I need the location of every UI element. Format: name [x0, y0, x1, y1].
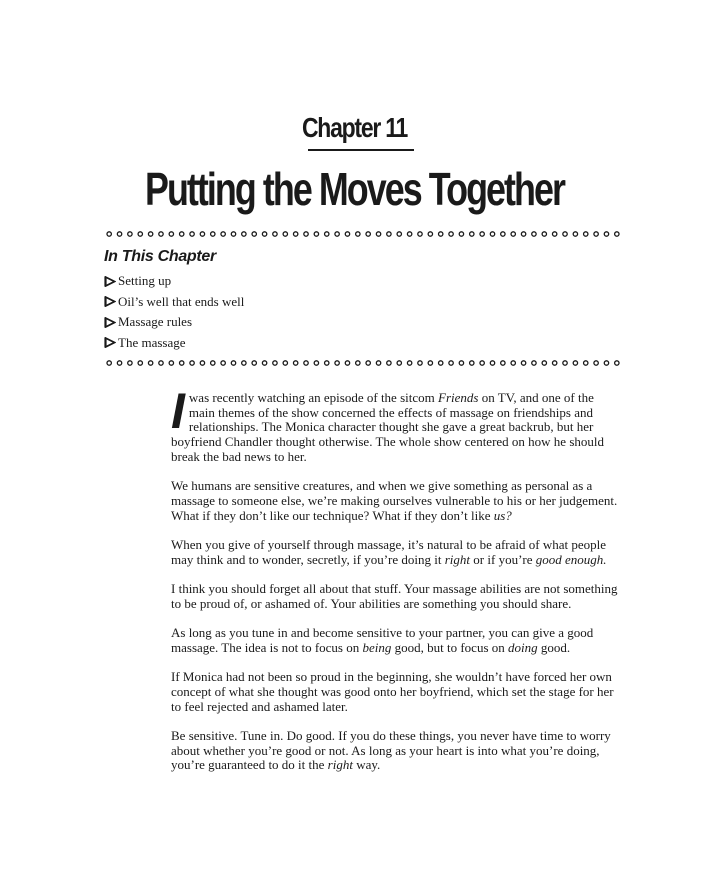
divider-dot [397, 232, 401, 236]
italic-text: right [327, 757, 353, 773]
divider-dot [231, 232, 235, 236]
divider-dot [594, 361, 598, 365]
italic-text: right [444, 551, 471, 567]
dotted-divider-top [104, 231, 622, 237]
chapter-topic-item [104, 292, 244, 313]
divider-dot [128, 232, 132, 236]
paragraph-text: way. [352, 757, 381, 773]
divider-dot [615, 232, 619, 236]
paragraph [171, 729, 621, 773]
arrow-bullet-icon [104, 317, 116, 328]
paragraph-text: was recently watching an episode of the sitcom [188, 390, 438, 405]
divider-dot [480, 232, 484, 236]
paragraph [171, 479, 621, 523]
divider-dot [335, 361, 339, 365]
paragraph-text: As long as you tune in and become sensitive to your partner, you can give a good massage. The idea is not to focus on [171, 625, 594, 655]
chapter-topic-label: Massage rules [118, 314, 193, 329]
divider-dot [376, 361, 380, 365]
divider-dot [304, 361, 308, 365]
divider-dot [573, 232, 577, 236]
divider-dot [231, 361, 235, 365]
paragraph-text: Be sensitive. Tune in. Do good. If you do these things, you never have time to worry about whether you’re good or not. As long as your heart is into what you’re doing, you’re guaranteed to do it the [171, 728, 611, 773]
divider-dot [211, 232, 215, 236]
italic-text: Friends [438, 390, 479, 405]
divider-dot [521, 232, 525, 236]
divider-dot [459, 361, 463, 365]
divider-dot [552, 232, 556, 236]
divider-dot [615, 361, 619, 365]
paragraph-text: good, but to focus on [391, 639, 509, 655]
divider-dot [449, 361, 453, 365]
in-this-chapter-heading: In This Chapter [104, 248, 216, 265]
divider-dot [242, 361, 246, 365]
divider-dot [252, 361, 256, 365]
divider-dot [584, 361, 588, 365]
divider-dot [366, 361, 370, 365]
divider-dot [252, 232, 256, 236]
divider-dot [169, 232, 173, 236]
divider-dot [397, 361, 401, 365]
divider-dot [584, 232, 588, 236]
divider-dot [563, 232, 567, 236]
divider-dot [490, 232, 494, 236]
divider-dot [138, 361, 142, 365]
paragraph-text: When you give of yourself through massage, it’s natural to be afraid of what people may think and to wonder, secretly, if you’re doing it [171, 537, 607, 567]
divider-dot [242, 232, 246, 236]
divider-dot [521, 361, 525, 365]
divider-dot [148, 361, 152, 365]
divider-dot [449, 232, 453, 236]
arrow-bullet-icon [104, 296, 116, 307]
divider-dot [107, 232, 111, 236]
divider-dot [563, 361, 567, 365]
paragraph-text: We humans are sensitive creatures, and when we give something as personal as a massage to someone else, we’re making ourselves vulnerable to his or her judgement. What if they don’t like our technique? What if they don’t like [171, 478, 618, 523]
divider-dot [293, 361, 297, 365]
divider-dot [262, 361, 266, 365]
paragraph: If Monica had not been so proud in the beginning, she wouldn’t have forced her own concept of what she thought was good onto her boyfriend, which set the stage for her to feel rejected and ashamed later. [171, 669, 614, 714]
divider-dot [366, 232, 370, 236]
divider-dot [345, 232, 349, 236]
in-this-chapter-box [104, 248, 244, 353]
divider-dot [314, 361, 318, 365]
divider-dot [459, 232, 463, 236]
divider-dot [221, 232, 225, 236]
chapter-label: Chapter 11 [301, 112, 408, 143]
divider-dot [480, 361, 484, 365]
divider-dot [511, 232, 515, 236]
divider-dot [283, 232, 287, 236]
divider-dot [180, 232, 184, 236]
divider-dot [418, 232, 422, 236]
divider-dot [128, 361, 132, 365]
divider-dot [418, 361, 422, 365]
divider-dot [376, 232, 380, 236]
divider-dot [532, 361, 536, 365]
divider-dot [314, 232, 318, 236]
divider-dot [200, 232, 204, 236]
paragraph [171, 383, 621, 465]
chapter-underline [308, 149, 414, 151]
divider-dot [325, 232, 329, 236]
divider-dot [542, 361, 546, 365]
divider-dot [159, 361, 163, 365]
divider-dot [159, 232, 163, 236]
chapter-topic-label: Setting up [118, 273, 172, 288]
divider-dot [542, 232, 546, 236]
divider-dot [190, 361, 194, 365]
divider-dot [428, 232, 432, 236]
divider-dot [169, 361, 173, 365]
chapter-body [171, 383, 621, 788]
divider-dot [221, 361, 225, 365]
chapter-topic-item [104, 312, 244, 333]
divider-dot [283, 361, 287, 365]
paragraph [171, 538, 621, 567]
divider-dot [117, 232, 121, 236]
paragraph [171, 626, 621, 655]
divider-dot [200, 361, 204, 365]
divider-dot [428, 361, 432, 365]
divider-dot [387, 361, 391, 365]
italic-text: being [362, 639, 392, 655]
divider-dot [407, 361, 411, 365]
divider-dot [211, 361, 215, 365]
divider-dot [190, 232, 194, 236]
divider-dot [594, 232, 598, 236]
divider-dot [470, 232, 474, 236]
divider-dot [180, 361, 184, 365]
divider-dot [345, 361, 349, 365]
divider-dot [573, 361, 577, 365]
divider-dot [407, 232, 411, 236]
divider-dot [532, 232, 536, 236]
divider-dot [325, 361, 329, 365]
divider-dot [107, 361, 111, 365]
divider-dot [604, 232, 608, 236]
divider-dot [138, 232, 142, 236]
divider-dot [335, 232, 339, 236]
divider-dot [356, 232, 360, 236]
arrow-bullet-icon [104, 276, 116, 287]
paragraph-text: or if you’re [470, 551, 536, 567]
italic-text: good enough. [535, 551, 607, 567]
divider-dot [356, 361, 360, 365]
divider-dot [501, 361, 505, 365]
italic-text: us? [493, 507, 512, 523]
chapter-topic-item [104, 271, 244, 292]
divider-dot [439, 232, 443, 236]
chapter-title: Putting the Moves Together [144, 163, 565, 215]
chapter-topic-item [104, 333, 244, 354]
divider-dot [293, 232, 297, 236]
divider-dot [511, 361, 515, 365]
divider-dot [117, 361, 121, 365]
drop-cap: I [171, 383, 185, 439]
paragraph-text: on TV, and one of the main themes of the show concerned the effects of massage on friendships and relationships. The Monica character thought she gave a great backrub, but her boyfriend Chandler thought otherwise. The whole show centered on how he should break the bad news to her. [171, 390, 604, 464]
arrow-bullet-icon [104, 337, 116, 348]
divider-dot [273, 361, 277, 365]
divider-dot [262, 232, 266, 236]
divider-dot [470, 361, 474, 365]
divider-dot [273, 232, 277, 236]
paragraph-text: good. [537, 639, 571, 655]
divider-dot [552, 361, 556, 365]
paragraph: I think you should forget all about that stuff. Your massage abilities are not something to be proud of, or ashamed of. Your abilities are something you should share. [171, 581, 618, 611]
divider-dot [439, 361, 443, 365]
chapter-topic-label: The massage [118, 334, 186, 350]
divider-dot [604, 361, 608, 365]
divider-dot [490, 361, 494, 365]
divider-dot [501, 232, 505, 236]
divider-dot [304, 232, 308, 236]
divider-dot [387, 232, 391, 236]
divider-dot [148, 232, 152, 236]
chapter-topic-label: Oil’s well that ends well [118, 293, 245, 309]
italic-text: doing [508, 639, 538, 655]
dotted-divider-bottom [104, 360, 622, 366]
